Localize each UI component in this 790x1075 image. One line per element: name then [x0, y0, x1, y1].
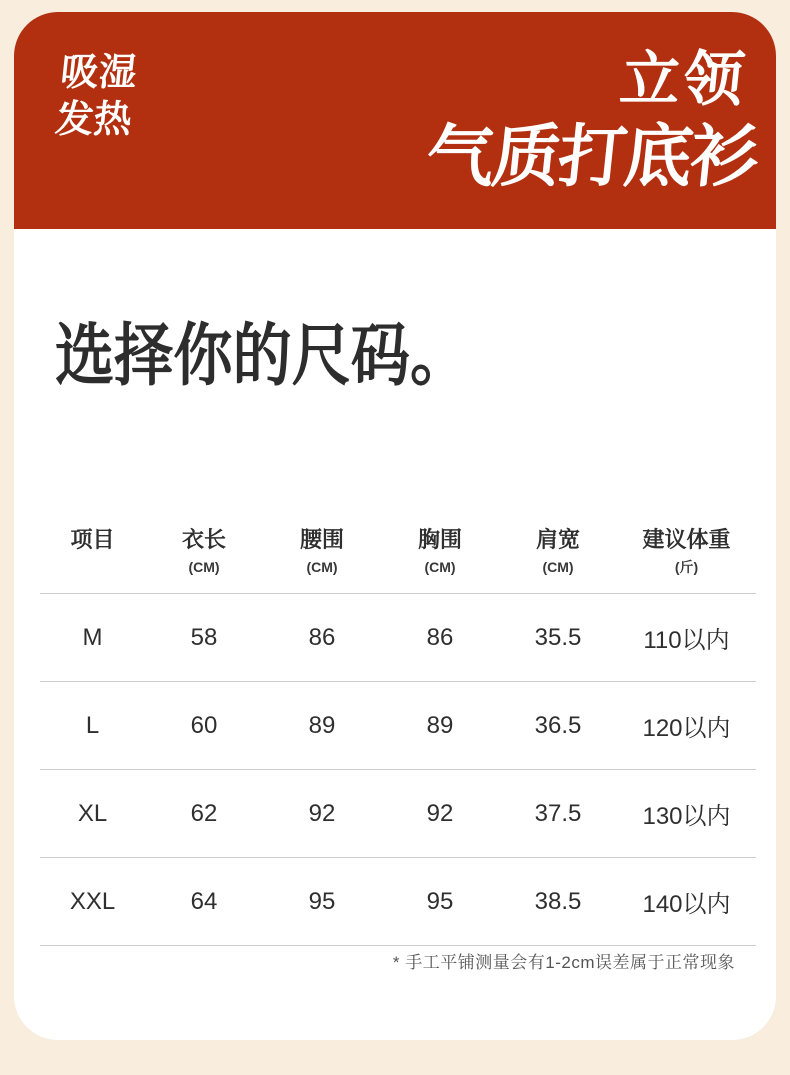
- column-unit: (斤): [674, 559, 699, 575]
- size-name-cell: XL: [40, 770, 145, 858]
- product-title-line1: 立领: [617, 46, 751, 113]
- measurement-cell: 37.5: [499, 770, 617, 858]
- measurement-cell: 64: [145, 858, 263, 946]
- measurement-cell: 35.5: [499, 594, 617, 682]
- size-table-row: [40, 858, 756, 946]
- measurement-footnote: * 手工平铺测量会有1-2cm误差属于正常现象: [392, 953, 735, 972]
- product-title-line2: 气质打底衫: [422, 119, 761, 195]
- size-table-row: [40, 682, 756, 770]
- measurement-cell: 120以内: [617, 682, 756, 770]
- column-header: [40, 482, 145, 594]
- column-unit: (CM): [424, 559, 456, 575]
- measurement-cell: 89: [263, 682, 381, 770]
- column-label: 衣长: [181, 527, 226, 552]
- measurement-cell: 62: [145, 770, 263, 858]
- column-label: 肩宽: [535, 527, 580, 552]
- measurement-cell: 38.5: [499, 858, 617, 946]
- column-unit: (CM): [306, 559, 338, 575]
- measurement-cell: 95: [263, 858, 381, 946]
- measurement-cell: 60: [145, 682, 263, 770]
- size-name-cell: M: [40, 594, 145, 682]
- measurement-cell: 89: [381, 682, 499, 770]
- size-table-row: [40, 594, 756, 682]
- measurement-cell: 95: [381, 858, 499, 946]
- product-size-card: [14, 12, 776, 1040]
- column-unit: [40, 559, 145, 577]
- measurement-cell: 36.5: [499, 682, 617, 770]
- column-header: [381, 482, 499, 594]
- column-unit: (CM): [188, 559, 220, 575]
- column-unit: (CM): [542, 559, 574, 575]
- banner: [14, 12, 776, 229]
- measurement-cell: 92: [381, 770, 499, 858]
- feature-badge-line2: 发热: [53, 99, 134, 141]
- size-table: [40, 482, 756, 946]
- size-table-row: [40, 770, 756, 858]
- section-heading: 选择你的尺码。: [55, 318, 470, 394]
- measurement-cell: 86: [381, 594, 499, 682]
- size-table-header-row: [40, 482, 756, 594]
- feature-badge-line1: 吸湿: [58, 52, 139, 94]
- column-label: 项目: [70, 527, 115, 552]
- feature-badge: [53, 50, 139, 144]
- column-header: [145, 482, 263, 594]
- column-header: [617, 482, 756, 594]
- column-header: [499, 482, 617, 594]
- column-label: 腰围: [299, 527, 344, 552]
- measurement-cell: 86: [263, 594, 381, 682]
- column-header: [263, 482, 381, 594]
- measurement-cell: 140以内: [617, 858, 756, 946]
- measurement-cell: 58: [145, 594, 263, 682]
- size-name-cell: XXL: [40, 858, 145, 946]
- size-table-body: [40, 594, 756, 946]
- measurement-cell: 130以内: [617, 770, 756, 858]
- size-name-cell: L: [40, 682, 145, 770]
- column-label: 建议体重: [642, 527, 731, 552]
- product-title: [423, 48, 776, 194]
- column-label: 胸围: [417, 527, 462, 552]
- measurement-cell: 92: [263, 770, 381, 858]
- measurement-cell: 110以内: [617, 594, 756, 682]
